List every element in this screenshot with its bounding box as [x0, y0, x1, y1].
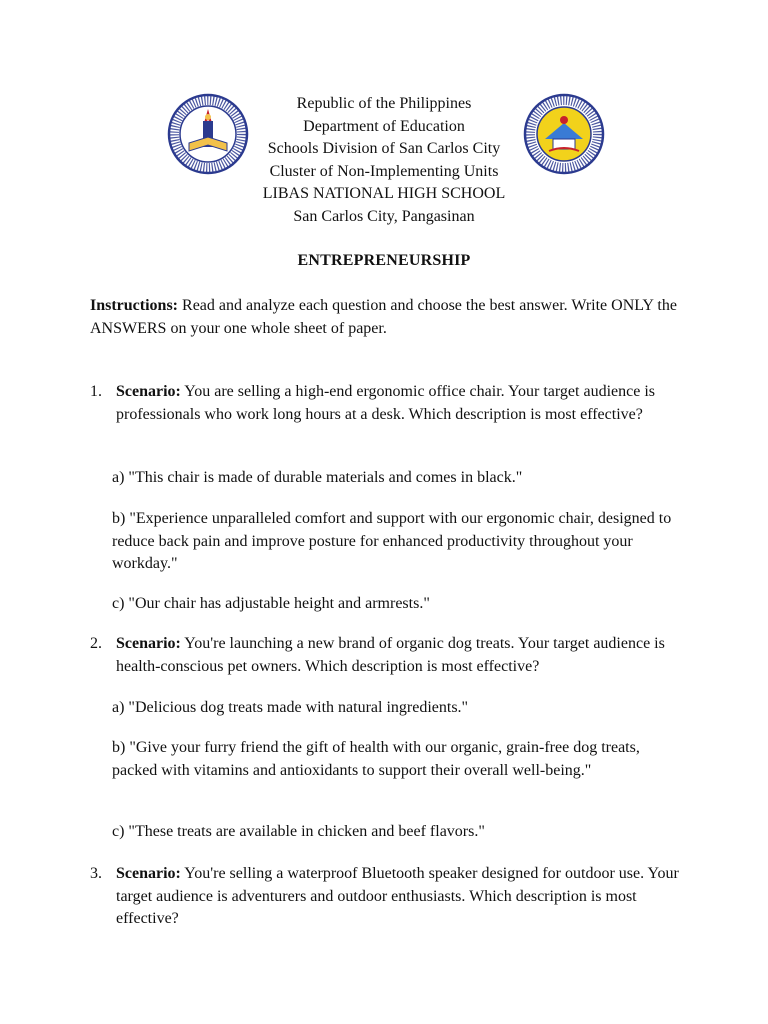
header-line: Department of Education	[303, 117, 465, 135]
header-line: Republic of the Philippines	[296, 95, 472, 112]
question-3	[90, 863, 680, 931]
header-line: Schools Division of San Carlos City	[267, 140, 501, 157]
instructions	[90, 295, 680, 340]
question-number: 1.	[90, 383, 102, 400]
question-number: 3.	[90, 865, 102, 882]
question-1-option-b: b) "Experience unparalleled comfort and support with our ergonomic chair, designed to reduce back pain and improve posture for enhanced productivity throughout your workday."	[112, 510, 672, 572]
subject-title: ENTREPRENEURSHIP	[297, 252, 471, 269]
scenario-label: Scenario:	[116, 635, 181, 652]
question-2-option-a: a) "Delicious dog treats made with natural ingredients."	[112, 699, 469, 716]
instructions-label: Instructions:	[90, 297, 179, 314]
school-header	[200, 93, 568, 228]
question-1	[90, 381, 680, 426]
scenario-label: Scenario:	[116, 383, 181, 400]
question-1-option-c: c) "Our chair has adjustable height and armrests."	[112, 595, 430, 612]
scenario-label: Scenario:	[116, 865, 181, 882]
question-text: You are selling a high-end ergonomic office chair. Your target audience is professionals who work long hours at a desk. Which description is most effective?	[116, 383, 655, 423]
instructions-text: Read and analyze each question and choose the best answer. Write ONLY the ANSWERS on your one whole sheet of paper.	[90, 297, 677, 337]
question-text: You're launching a new brand of organic dog treats. Your target audience is health-conscious pet owners. Which description is most effective?	[116, 635, 665, 675]
question-2-option-b: b) "Give your furry friend the gift of health with our organic, grain-free dog treats, packed with vitamins and antioxidants to support their overall well-being."	[112, 739, 640, 779]
question-1-option-a: a) "This chair is made of durable materials and comes in black."	[112, 469, 523, 486]
question-text: You're selling a waterproof Bluetooth speaker designed for outdoor use. Your target audience is adventurers and outdoor enthusiasts. Which description is most effective?	[116, 865, 679, 927]
header-line: LIBAS NATIONAL HIGH SCHOOL	[262, 185, 506, 202]
question-number: 2.	[90, 635, 102, 652]
question-2-option-c: c) "These treats are available in chicken and beef flavors."	[112, 823, 485, 840]
header-line: Cluster of Non-Implementing Units	[269, 162, 499, 180]
header-line: San Carlos City, Pangasinan	[293, 207, 475, 225]
question-2	[90, 633, 680, 678]
